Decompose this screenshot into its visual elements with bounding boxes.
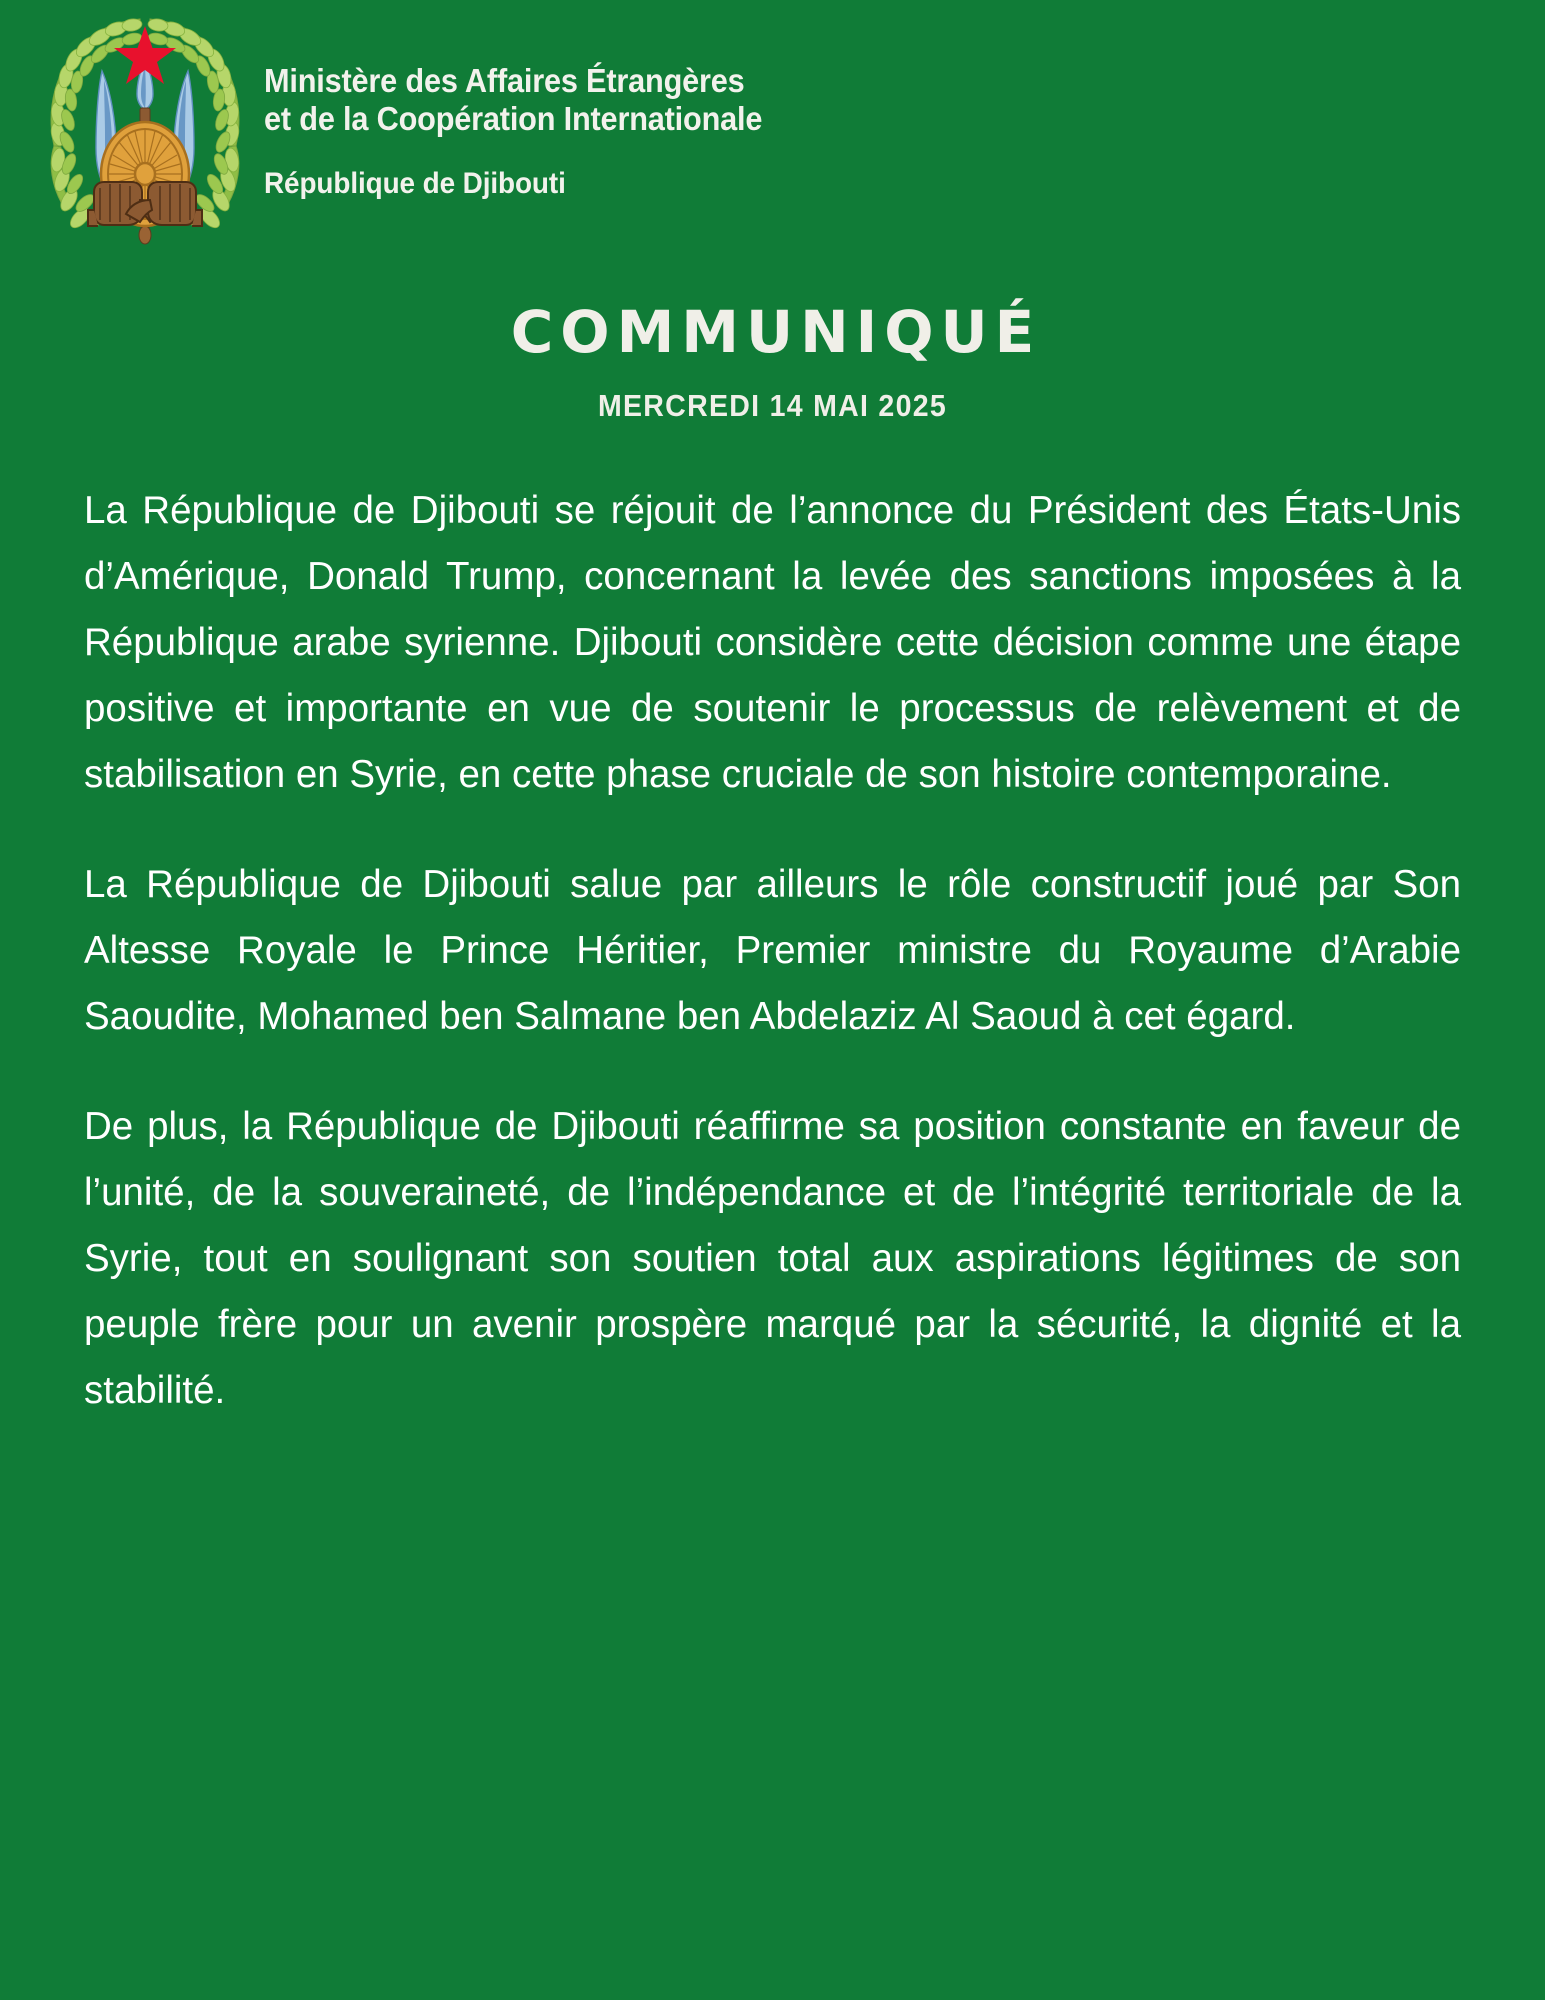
body-paragraph: La République de Djibouti salue par ailleurs le rôle constructif joué par Son Altesse Royale le Prince Héritier, Premier ministre du Royaume d’Arabie Saoudite, Mohamed ben Salmane ben Abdelaziz Al Saoud à cet égard. xyxy=(84,863,1461,1038)
page-title: COMMUNIQUÉ xyxy=(510,298,1042,366)
document-date: MERCREDI 14 MAI 2025 xyxy=(597,388,948,423)
republic-name: République de Djibouti xyxy=(264,166,566,200)
document-body xyxy=(84,478,1461,1424)
document-header xyxy=(0,0,1545,250)
body-paragraph: La République de Djibouti se réjouit de l’annonce du Président des États-Unis d’Amérique, Donald Trump, concernant la levée des sanctions imposées à la République arabe syrienne. Djibouti considère cette décision comme une étape positive et importante en vue de soutenir le processus de relèvement et de stabilisation en Syrie, en cette phase cruciale de son histoire contemporaine. xyxy=(84,489,1461,796)
header-text-block xyxy=(264,14,800,201)
emblem-container xyxy=(40,14,250,246)
body-paragraph: De plus, la République de Djibouti réaffirme sa position constante en faveur de l’unité, de la souveraineté, de l’indépendance et de l’intégrité territoriale de la Syrie, tout en soulignant son soutien total aux aspirations légitimes de son peuple frère pour un avenir prospère marqué par la sécurité, la dignité et la stabilité. xyxy=(84,1105,1461,1412)
title-block xyxy=(0,298,1545,424)
ministry-name-line-1: Ministère des Affaires Étrangères xyxy=(264,62,745,99)
coat-of-arms-icon xyxy=(40,14,250,246)
ministry-name-line-2: et de la Coopération Internationale xyxy=(264,100,763,138)
